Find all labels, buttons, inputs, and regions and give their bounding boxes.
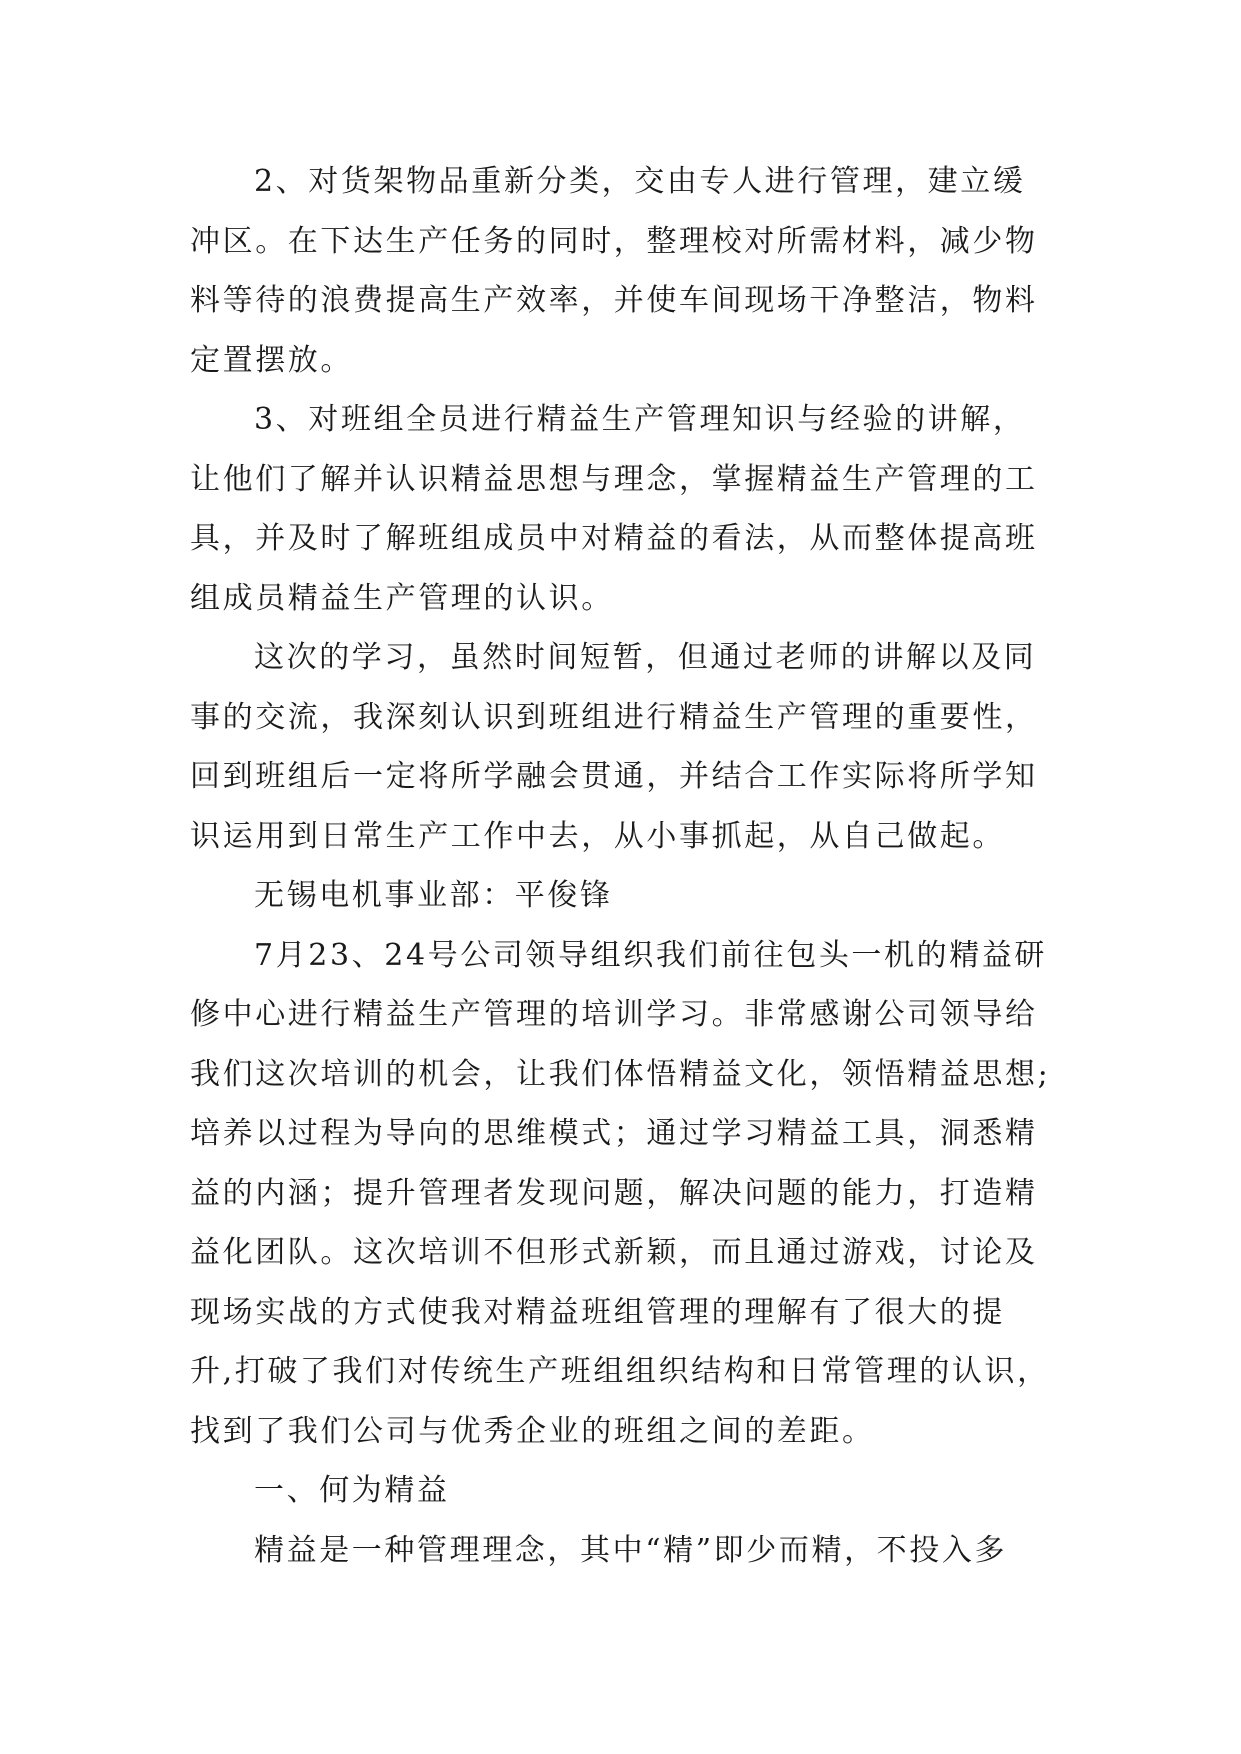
text-line: 组成员精益生产管理的认识。	[190, 580, 614, 616]
text-line: 精益是一种管理理念，其中“精”即少而精，不投入多	[254, 1532, 1008, 1568]
text-line: 事的交流，我深刻认识到班组进行精益生产管理的重要性，	[190, 699, 1038, 735]
paragraph-team-training	[190, 390, 1060, 628]
paragraph-lean-definition	[190, 1521, 1060, 1581]
section-heading	[190, 1461, 1060, 1521]
document-body	[190, 152, 1060, 1580]
text-line: 7月23、24号公司领导组织我们前往包头一机的精益研	[254, 937, 1048, 973]
text-line: 回到班组后一定将所学融会贯通，并结合工作实际将所学知	[190, 759, 1038, 794]
text-line: 冲区。在下达生产任务的同时，整理校对所需材料，减少物	[190, 223, 1038, 259]
text-line: 识运用到日常生产工作中去，从小事抓起，从自己做起。	[190, 818, 1005, 854]
text-line: 这次的学习，虽然时间短暂，但通过老师的讲解以及同	[254, 640, 1037, 675]
text-line: 让他们了解并认识精益思想与理念，掌握精益生产管理的工	[190, 461, 1038, 497]
text-line: 修中心进行精益生产管理的培训学习。非常感谢公司领导给	[190, 997, 1038, 1032]
text-line: 益的内涵；提升管理者发现问题，解决问题的能力，打造精	[190, 1175, 1038, 1211]
text-line: 培养以过程为导向的思维模式；通过学习精益工具，洞悉精	[190, 1116, 1038, 1151]
paragraph-training-trip	[190, 926, 1060, 1462]
text-line: 具，并及时了解班组成员中对精益的看法，从而整体提高班	[190, 521, 1038, 556]
author-heading	[190, 866, 1060, 926]
text-line: 定置摆放。	[190, 342, 353, 378]
text-line: 一、何为精益	[254, 1473, 450, 1508]
paragraph-study-reflection	[190, 628, 1060, 866]
text-line: 我们这次培训的机会，让我们体悟精益文化，领悟精益思想;	[190, 1056, 1051, 1092]
text-line: 无锡电机事业部：平俊锋	[254, 878, 613, 913]
text-line: 料等待的浪费提高生产效率，并使车间现场干净整洁，物料	[190, 283, 1038, 318]
text-line: 益化团队。这次培训不但形式新颖，而且通过游戏，讨论及	[190, 1235, 1038, 1270]
text-line: 现场实战的方式使我对精益班组管理的理解有了很大的提	[190, 1294, 1005, 1330]
paragraph-reclassify-shelves	[190, 152, 1060, 390]
text-line: 2、对货架物品重新分类，交由专人进行管理，建立缓	[254, 164, 1026, 199]
text-line: 3、对班组全员进行精益生产管理知识与经验的讲解，	[254, 402, 1026, 437]
text-line: 升,打破了我们对传统生产班组组织结构和日常管理的认识，	[190, 1354, 1050, 1389]
text-line: 找到了我们公司与优秀企业的班组之间的差距。	[190, 1413, 875, 1449]
